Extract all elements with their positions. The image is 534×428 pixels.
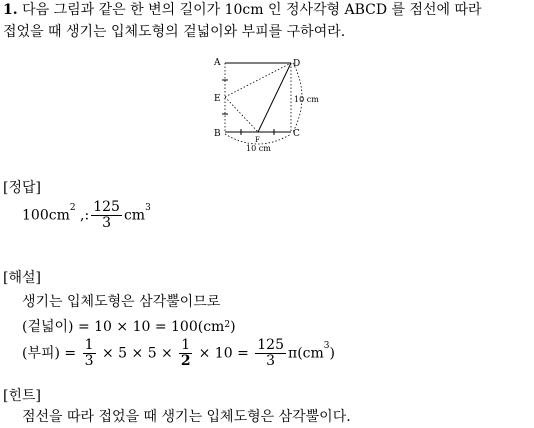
explanation-header: [해설] (3, 270, 41, 286)
question-text-1: 다음 그림과 같은 한 변의 길이가 10cm 인 정사각형 ABCD 를 점선에 따라 (22, 2, 482, 18)
f1-num: 1 (84, 337, 94, 353)
label-e: E (214, 94, 221, 104)
label-side-bottom: 10 cm (246, 144, 271, 153)
fraction-volume (255, 338, 286, 369)
question-number: 1. (3, 2, 18, 18)
f2-num: 1 (181, 337, 191, 353)
answer-vol-num: 125 (93, 199, 120, 215)
label-f: F (255, 136, 260, 144)
explanation-mid-2: × 10 = (198, 345, 249, 362)
fraction-one-half (179, 338, 192, 369)
answer-header: [정답] (3, 180, 41, 196)
hint-line-1: 점선을 따라 접었을 때 생기는 입체도형은 삼각뿔이다. (22, 409, 351, 425)
question-line-2 (3, 22, 345, 42)
hint-header: [힌트] (3, 388, 41, 404)
explanation-vol-label: (부피) = (22, 345, 77, 362)
label-b: B (214, 129, 221, 139)
f3-den: 3 (266, 353, 276, 369)
square-fold-figure (205, 52, 325, 157)
explanation-area-text: (겉넓이) = 10 × 10 = 100(cm (22, 319, 225, 335)
answer-separator: , (75, 207, 85, 224)
answer-colon: : (84, 207, 90, 224)
answer-line (22, 200, 151, 231)
fraction-one-third (83, 338, 96, 369)
explanation-vol-exp: 3 (323, 341, 330, 351)
label-c: C (293, 129, 300, 139)
label-a: A (214, 58, 221, 68)
answer-vol-den: 3 (102, 215, 112, 231)
f1-den: 3 (84, 353, 94, 369)
answer-vol-unit: cm (123, 207, 146, 224)
explanation-vol-unit: π(cm (288, 345, 324, 362)
explanation-line-1: 생기는 입체도형은 삼각뿔이므로 (22, 294, 221, 310)
f2-den: 2 (180, 353, 191, 369)
fold-ed (225, 63, 291, 97)
answer-volume-fraction (91, 200, 122, 231)
explanation-mid-1: × 5 × 5 × (101, 345, 173, 362)
f3-num: 125 (257, 337, 284, 353)
explanation-area (22, 317, 236, 337)
question-line-1 (3, 0, 482, 20)
answer-area: 100cm (22, 207, 70, 224)
fold-ef (225, 97, 258, 132)
explanation-area-close: ) (230, 319, 236, 335)
explanation-vol-close: ) (329, 345, 335, 362)
label-side-right: 10 cm (294, 95, 319, 104)
explanation-area-exp: 2 (224, 320, 231, 330)
label-d: D (293, 59, 301, 69)
answer-area-exp: 2 (69, 203, 76, 213)
answer-vol-exp: 3 (145, 203, 151, 213)
question-text-2: 접었을 때 생기는 입체도형의 겉넓이와 부피를 구하여라. (3, 24, 346, 40)
explanation-volume (22, 338, 335, 369)
fold-fd (258, 63, 291, 132)
